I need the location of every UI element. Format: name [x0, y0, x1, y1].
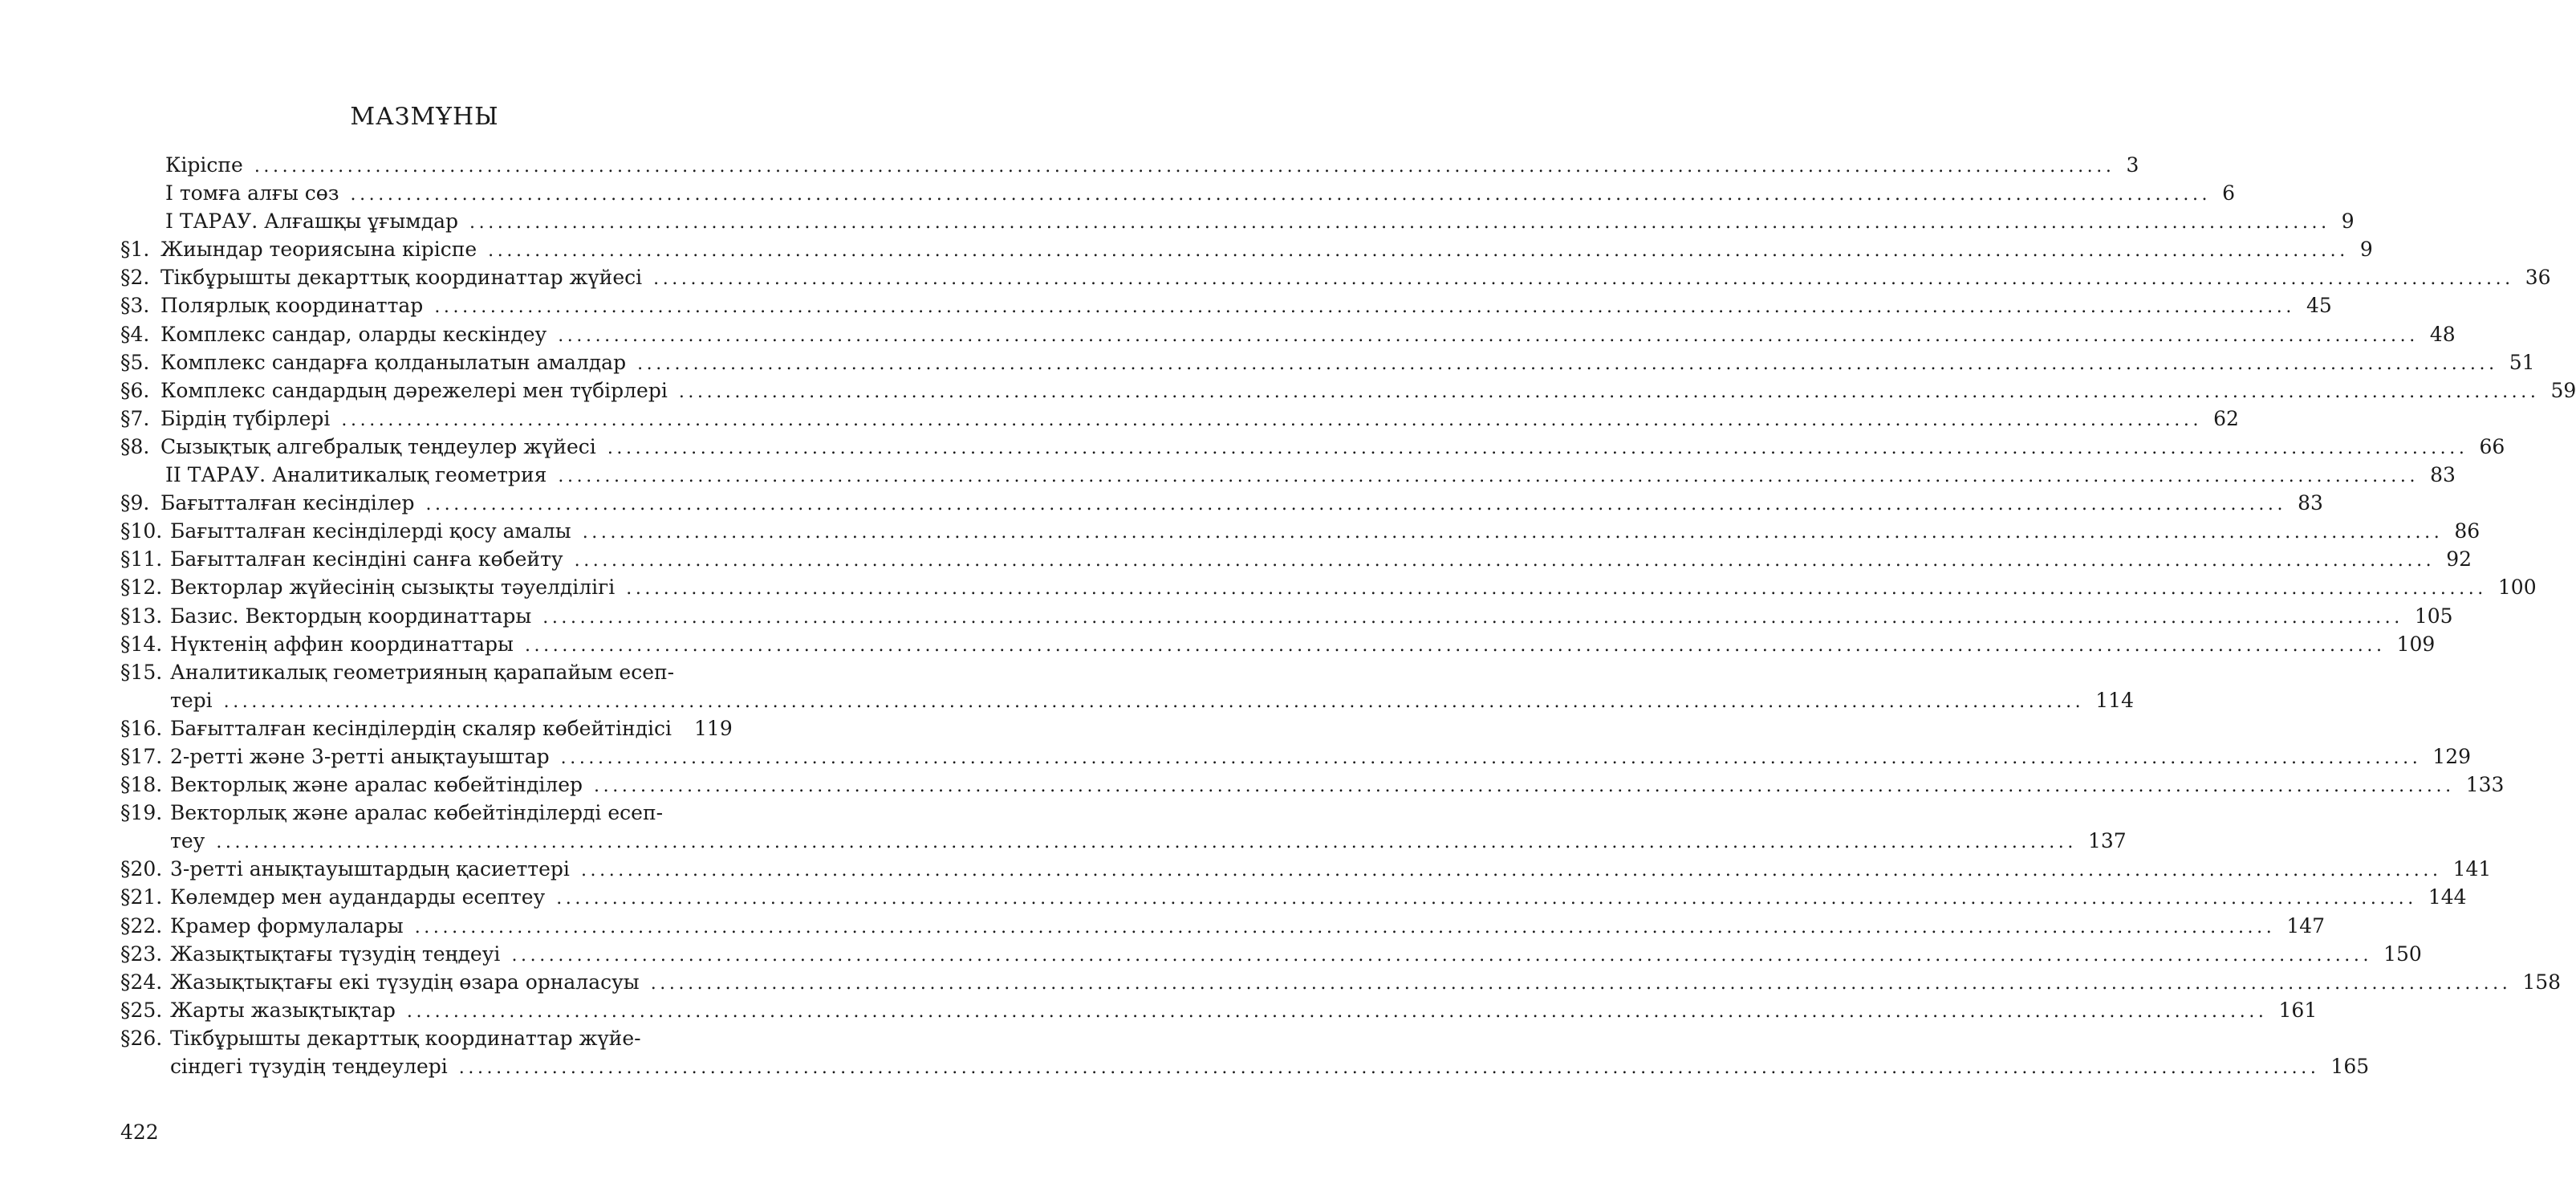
toc-entry-number: §13.	[120, 604, 163, 628]
toc-entry-number: §3.	[120, 294, 150, 318]
toc-entry-title: Бағытталған кесіндіні санға көбейту	[170, 547, 563, 571]
toc-entry-title: Бағытталған кесінділердің скаляр көбейтіндісі	[170, 716, 672, 740]
toc-entry-page: 141	[2452, 857, 2492, 881]
toc-entry	[120, 405, 2239, 433]
toc-entry-title: Аналитикалық геометрияның қарапайым есеп-	[170, 660, 675, 684]
toc-entry	[120, 235, 2373, 263]
toc-entry	[120, 883, 2467, 911]
toc-entry-page: 62	[2213, 406, 2239, 430]
toc-leader-dots: ........................................................................................................................................................................................................	[637, 353, 2498, 374]
toc-entry-page: 109	[2396, 632, 2436, 656]
toc-leader-dots: ........................................................................................................................................................................................................	[650, 973, 2512, 994]
toc-entry-page: 59	[2550, 378, 2576, 402]
toc-entry	[120, 291, 2332, 319]
toc-entry-number: §21.	[120, 885, 163, 909]
toc-entry	[120, 799, 729, 827]
toc-entry	[120, 742, 2472, 771]
toc-entry-page: 137	[2087, 829, 2127, 853]
toc-entry-page: 105	[2414, 604, 2453, 628]
toc-leader-dots: ........................................................................................................................................................................................................	[556, 889, 2417, 909]
toc-entry	[120, 912, 2326, 940]
toc-entry-number: §18.	[120, 773, 163, 797]
toc-entry-number: §8.	[120, 434, 150, 458]
toc-entry	[120, 320, 2456, 348]
toc-entry-title: Тікбұрышты декарттық координаттар жүйе-	[170, 1026, 641, 1050]
toc-entry-title: Кіріспе	[165, 153, 243, 177]
toc-leader-dots: ........................................................................................................................................................................................................	[425, 494, 2287, 515]
toc-entry-page: 6	[2222, 181, 2236, 205]
toc-entry-number: §7.	[120, 406, 150, 430]
toc-entry	[120, 489, 2323, 517]
toc-entry-title: Жиындар теориясына кіріспе	[160, 238, 477, 262]
toc-entry-title: Бағытталған кесінділер	[160, 491, 415, 515]
toc-entry	[120, 827, 2127, 855]
toc-leader-dots: ........................................................................................................................................................................................................	[558, 325, 2419, 346]
toc-entry-number: §17.	[120, 744, 163, 768]
toc-entry-page: 161	[2278, 998, 2318, 1022]
toc-leader-dots: ........................................................................................................................................................................................................	[653, 269, 2514, 290]
toc-entry-number: §14.	[120, 632, 163, 656]
toc-leader-dots: ........................................................................................................................................................................................................	[574, 551, 2436, 571]
toc-entry-number: §4.	[120, 322, 150, 346]
toc-entry	[120, 545, 2472, 573]
toc-entry-number: §15.	[120, 660, 163, 684]
toc-entry-title: Сызықтық алгебралық теңдеулер жүйесі	[160, 434, 596, 458]
toc-entry-number: §12.	[120, 576, 163, 600]
toc-entry-page: 144	[2428, 885, 2467, 909]
toc-entry-title: Нүктенің аффин координаттары	[170, 632, 514, 656]
toc-entry-page: 3	[2126, 153, 2139, 177]
toc-entry	[120, 996, 2318, 1024]
toc-entry-title: тері	[170, 688, 213, 712]
toc-entry	[120, 573, 2537, 601]
toc-entry-page: 158	[2522, 970, 2562, 994]
toc-entry	[120, 602, 2453, 630]
toc-entry-number: §26.	[120, 1026, 163, 1050]
toc-entry-number: §22.	[120, 913, 163, 938]
toc-leader-dots: ........................................................................................................................................................................................................	[626, 579, 2487, 600]
toc-entry-page: 48	[2429, 322, 2456, 346]
page-title: МАЗМҰНЫ	[350, 103, 499, 131]
toc-entry-title: II ТАРАУ. Аналитикалық геометрия	[165, 463, 547, 487]
toc-entry-title: Көлемдер мен аудандарды есептеу	[170, 885, 546, 909]
toc-entry-page: 150	[2383, 942, 2422, 966]
toc-entry-number: §19.	[120, 801, 163, 825]
toc-entry-title: Жазықтықтағы түзудің теңдеуі	[170, 942, 501, 966]
toc-entry	[120, 1052, 2370, 1080]
toc-entry	[120, 686, 2134, 714]
toc-leader-dots: ........................................................................................................................................................................................................	[678, 381, 2540, 402]
toc-entry	[120, 714, 733, 742]
toc-entry-title: Жарты жазықтықтар	[170, 998, 396, 1022]
toc-entry	[120, 179, 2236, 207]
toc-leader-dots: ........................................................................................................................................................................................................	[216, 832, 2077, 853]
toc-entry-page: 9	[2341, 209, 2355, 234]
toc-entry-title: 3-ретті анықтауыштардың қасиеттері	[170, 857, 570, 881]
toc-leader-dots: ........................................................................................................................................................................................................	[560, 747, 2422, 768]
toc-entry-number: §5.	[120, 350, 150, 374]
toc-leader-dots: ........................................................................................................................................................................................................	[580, 860, 2442, 881]
toc-leader-dots: ........................................................................................................................................................................................................	[341, 409, 2203, 430]
toc-entry-number: §11.	[120, 547, 163, 571]
toc-leader-dots: ........................................................................................................................................................................................................	[469, 213, 2330, 234]
toc-entry-title: Комплекс сандарға қолданылатын амалдар	[160, 350, 627, 374]
toc-entry	[120, 630, 2436, 658]
toc-entry	[120, 263, 2551, 291]
toc-entry-title: Базис. Вектордың координаттары	[170, 604, 532, 628]
page-number: 422	[120, 1121, 159, 1144]
toc-leader-dots: ........................................................................................................................................................................................................	[254, 157, 2115, 177]
toc-entry-title: I томға алғы сөз	[165, 181, 339, 205]
toc-entry-page: 114	[2095, 688, 2134, 712]
toc-entry-page: 66	[2479, 434, 2505, 458]
toc-entry-page: 83	[2298, 491, 2323, 515]
toc-entry	[120, 376, 2576, 405]
toc-entry-title: Полярлық координаттар	[160, 294, 424, 318]
toc-entry-title: Бірдің түбірлері	[160, 406, 331, 430]
toc-leader-dots: ........................................................................................................................................................................................................	[406, 1001, 2268, 1022]
toc-entry-page: 9	[2359, 238, 2373, 262]
toc-leader-dots: ........................................................................................................................................................................................................	[594, 776, 2455, 797]
toc-entry-title: Бағытталған кесінділерді қосу амалы	[170, 519, 571, 543]
toc-entry-page: 51	[2509, 350, 2535, 374]
toc-leader-dots: ........................................................................................................................................................................................................	[558, 466, 2420, 487]
toc-leader-dots: ........................................................................................................................................................................................................	[223, 691, 2085, 712]
toc-entry-number: §2.	[120, 266, 150, 290]
toc-entry	[120, 940, 2422, 968]
toc-entry-page: 92	[2446, 547, 2472, 571]
toc-entry	[120, 658, 729, 686]
toc-leader-dots: ........................................................................................................................................................................................................	[542, 607, 2403, 628]
toc-entry-number: §10.	[120, 519, 163, 543]
toc-entry-page: 86	[2454, 519, 2481, 543]
toc-entry-page: 83	[2430, 463, 2456, 487]
toc-entry-page: 119	[694, 716, 733, 740]
table-of-contents	[120, 151, 2576, 1080]
toc-leader-dots: ........................................................................................................................................................................................................	[524, 635, 2386, 656]
toc-leader-dots: ........................................................................................................................................................................................................	[607, 437, 2468, 458]
toc-entry-page: 36	[2525, 266, 2551, 290]
toc-entry-title: Тікбұрышты декарттық координаттар жүйесі	[160, 266, 643, 290]
toc-leader-dots: ........................................................................................................................................................................................................	[582, 523, 2444, 543]
toc-leader-dots: ........................................................................................................................................................................................................	[458, 1058, 2320, 1078]
toc-entry-page: 147	[2286, 913, 2326, 938]
toc-entry-page: 45	[2306, 294, 2332, 318]
toc-entry-title: Крамер формулалары	[170, 913, 404, 938]
toc-entry-title: Векторлық және аралас көбейтінділер	[170, 773, 583, 797]
toc-entry-page: 100	[2497, 576, 2537, 600]
toc-entry-page: 129	[2432, 744, 2472, 768]
toc-entry	[120, 517, 2481, 545]
toc-leader-dots: ........................................................................................................................................................................................................	[511, 945, 2373, 966]
toc-entry-title: I ТАРАУ. Алғашқы ұғымдар	[165, 209, 459, 234]
toc-leader-dots: ........................................................................................................................................................................................................	[414, 917, 2276, 938]
toc-entry-number: §9.	[120, 491, 150, 515]
toc-leader-dots: ........................................................................................................................................................................................................	[488, 241, 2349, 262]
toc-entry-number: §25.	[120, 998, 163, 1022]
toc-entry	[120, 968, 2562, 996]
toc-entry	[120, 207, 2355, 235]
toc-entry-title: 2-ретті және 3-ретті анықтауыштар	[170, 744, 550, 768]
toc-entry-number: §23.	[120, 942, 163, 966]
toc-entry	[120, 433, 2505, 461]
toc-entry	[120, 771, 2505, 799]
toc-entry	[120, 151, 2139, 179]
toc-entry-number: §1.	[120, 238, 150, 262]
toc-entry-title: Комплекс сандар, оларды кескіндеу	[160, 322, 547, 346]
toc-entry-number: §20.	[120, 857, 163, 881]
toc-entry-title: Векторлық және аралас көбейтінділерді есеп-	[170, 801, 664, 825]
toc-entry	[120, 461, 2456, 489]
toc-entry-page: 133	[2465, 773, 2505, 797]
toc-leader-dots: ........................................................................................................................................................................................................	[350, 185, 2212, 205]
toc-entry-title: Векторлар жүйесінің сызықты тәуелділігі	[170, 576, 616, 600]
toc-entry-title: Жазықтықтағы екі түзудің өзара орналасуы	[170, 970, 640, 994]
toc-entry-title: Комплекс сандардың дәрежелері мен түбірлері	[160, 378, 668, 402]
toc-entry-title: сіндегі түзудің теңдеулері	[170, 1055, 448, 1078]
toc-entry-number: §24.	[120, 970, 163, 994]
toc-entry	[120, 1024, 729, 1052]
toc-entry-page: 165	[2330, 1055, 2370, 1078]
toc-entry	[120, 348, 2535, 376]
toc-entry-number: §6.	[120, 378, 150, 402]
toc-entry	[120, 855, 2492, 883]
toc-entry-number: §16.	[120, 716, 163, 740]
toc-entry-title: теу	[170, 829, 205, 853]
toc-leader-dots: ........................................................................................................................................................................................................	[434, 297, 2295, 318]
